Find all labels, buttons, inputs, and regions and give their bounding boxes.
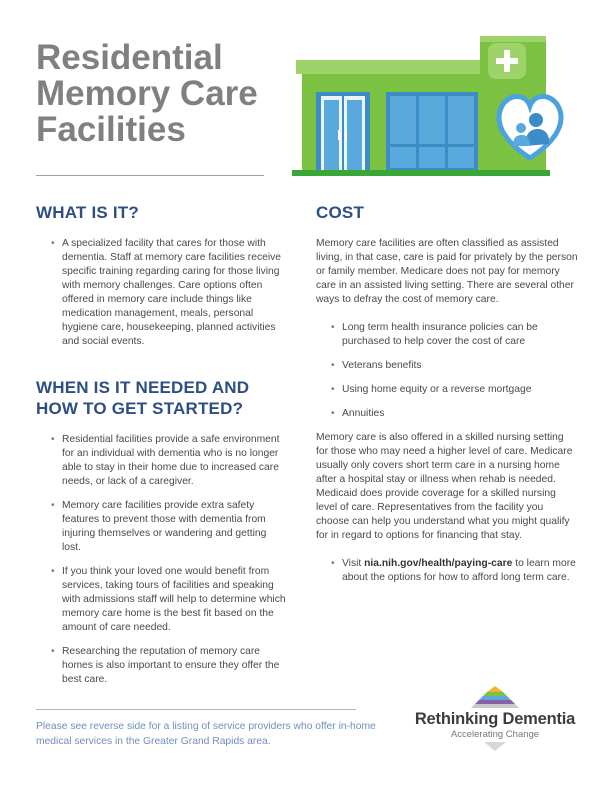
bullet-icon: • bbox=[51, 434, 55, 445]
when-needed-heading: WHEN IS IT NEEDED AND HOW TO GET STARTED? bbox=[36, 378, 250, 418]
list-item-text: Residential facilities provide a safe environment for an individual with dementia who is no longer able to stay in their home due to increased care needs, or lack of a caregiver. bbox=[62, 434, 280, 487]
logo-name: Rethinking Dementia bbox=[414, 710, 576, 728]
list-item bbox=[316, 557, 578, 585]
list-item bbox=[316, 407, 578, 421]
footer-note: Please see reverse side for a listing of service providers who offer in-home medical services in the Greater Grand Rapids area. bbox=[36, 721, 376, 747]
list-item bbox=[36, 433, 286, 489]
list-item-text: Long term health insurance policies can be purchased to help cover the cost of care bbox=[342, 322, 538, 347]
logo-chevron-icon bbox=[484, 742, 506, 752]
bullet-icon: • bbox=[51, 566, 55, 577]
page-title: Residential Memory Care Facilities bbox=[36, 38, 258, 149]
visit-suffix: to learn more about the options for how to afford long term care. bbox=[342, 558, 576, 583]
bullet-icon: • bbox=[331, 360, 335, 371]
title-divider bbox=[36, 175, 264, 176]
rethinking-dementia-logo bbox=[410, 684, 580, 754]
list-item bbox=[316, 359, 578, 373]
what-is-it-text: A specialized facility that cares for those with dementia. Staff at memory care facilities receive specific training regarding caring for those living with memory challenges. Care options often offered in memory care include things like medication management, meals, personal hygiene care, housekeeping, planned activities and social events. bbox=[62, 238, 281, 347]
list-item-text: Annuities bbox=[342, 408, 385, 419]
list-item-text: Researching the reputation of memory care homes is also important to ensure they offer the best care. bbox=[62, 646, 280, 685]
cost-options-list bbox=[316, 321, 578, 421]
right-column bbox=[316, 202, 578, 585]
logo-mark-icon bbox=[469, 684, 521, 712]
list-item-text: Using home equity or a reverse mortgage bbox=[342, 384, 532, 395]
bullet-icon: • bbox=[331, 384, 335, 395]
bullet-icon: • bbox=[331, 322, 335, 333]
bullet-icon: • bbox=[331, 408, 335, 419]
visit-list bbox=[316, 557, 578, 585]
bullet-icon: • bbox=[51, 646, 55, 657]
bullet-icon: • bbox=[51, 500, 55, 511]
list-item bbox=[36, 499, 286, 555]
list-item bbox=[36, 237, 286, 349]
nia-link[interactable]: nia.nih.gov/health/paying-care bbox=[364, 558, 513, 569]
cost-paragraph-2: Memory care is also offered in a skilled nursing setting for those who may need a higher level of care. Medicare usually only covers short term care in a nursing home after a hospital stay or illness when rehab is needed. Medicaid does provide coverage for a skilled nursing level of care. Representatives from the facility you choose can help you understand what you might qualify for in regard to options for financing that stay. bbox=[316, 432, 573, 541]
list-item-text: Memory care facilities provide extra safety features to prevent those with dementia from injuring themselves or wandering and getting lost. bbox=[62, 500, 267, 553]
cost-intro: Memory care facilities are often classified as assisted living, in that case, care is paid for privately by the person or family member. Medicare does not pay for memory care in an assisted living setting. There are several other ways to defray the cost of memory care. bbox=[316, 238, 578, 305]
footer-divider bbox=[36, 709, 356, 710]
list-item bbox=[36, 645, 286, 687]
left-column bbox=[36, 202, 286, 687]
list-item-text: If you think your loved one would benefit from services, taking tours of facilities and speaking with admissions staff will help to determine which memory care home is the best fit based on the amount of care needed. bbox=[62, 566, 286, 633]
bullet-icon: • bbox=[51, 238, 55, 249]
list-item bbox=[316, 383, 578, 397]
list-item bbox=[316, 321, 578, 349]
cost-heading: COST bbox=[316, 203, 365, 222]
list-item bbox=[36, 565, 286, 635]
logo-tagline: Accelerating Change bbox=[450, 729, 540, 740]
what-is-it-heading: WHAT IS IT? bbox=[36, 203, 139, 222]
when-needed-list bbox=[36, 433, 286, 687]
list-item-text: Veterans benefits bbox=[342, 360, 422, 371]
visit-prefix: Visit bbox=[342, 558, 365, 569]
bullet-icon: • bbox=[331, 558, 335, 569]
facility-building-illustration bbox=[292, 30, 592, 180]
what-is-it-list bbox=[36, 237, 286, 349]
